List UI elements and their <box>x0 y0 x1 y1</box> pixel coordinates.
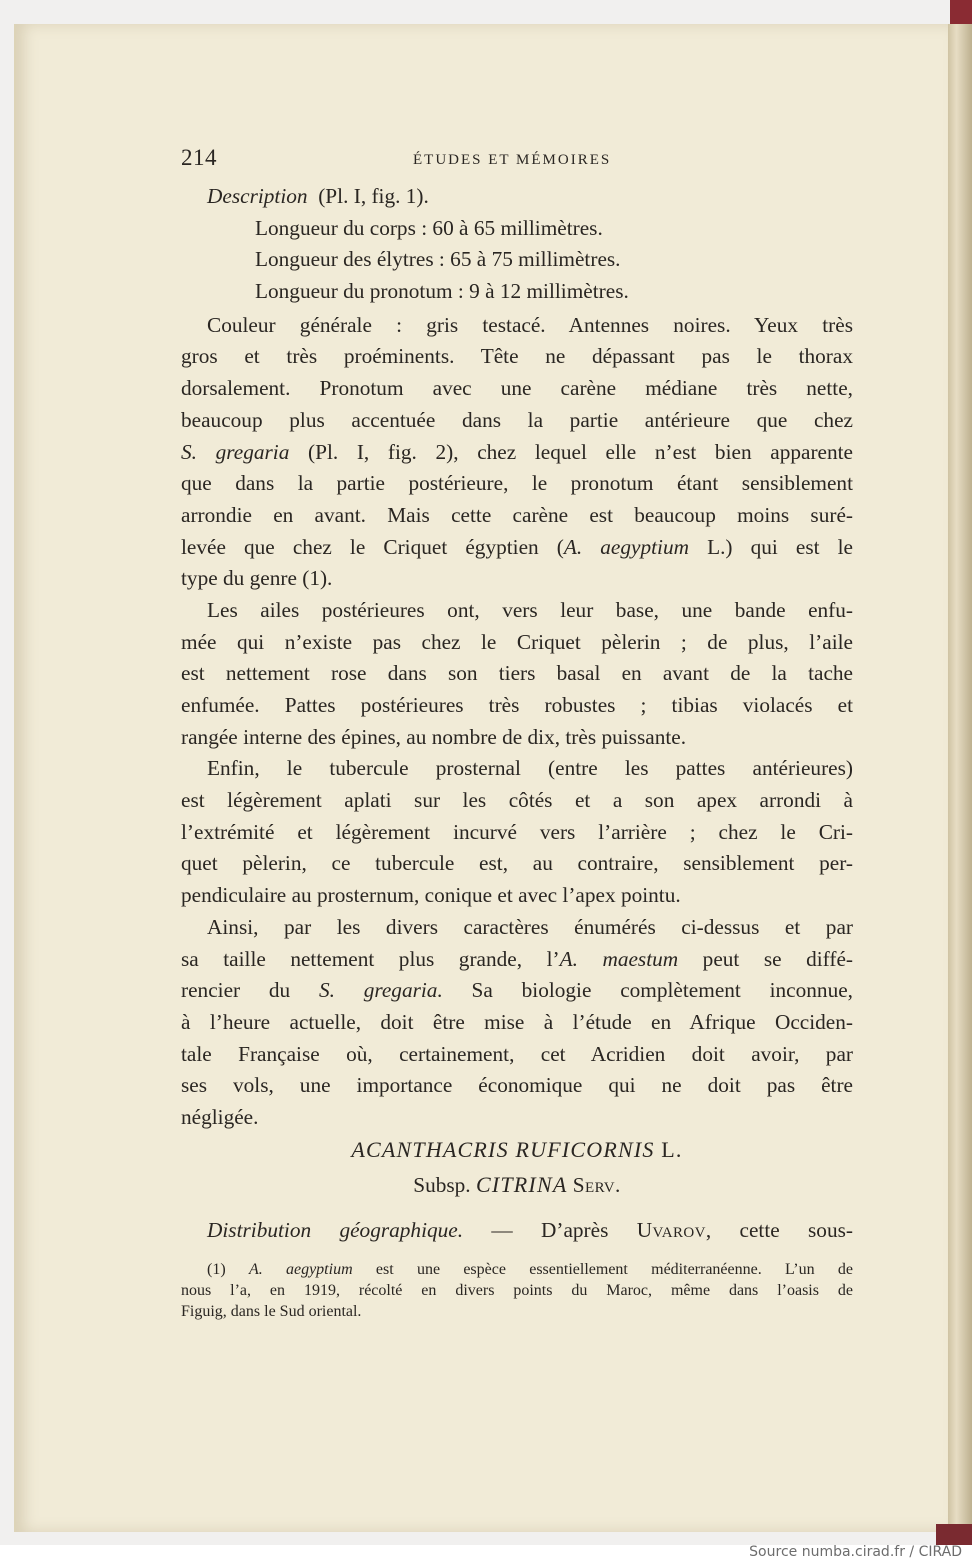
text-line: quet pèlerin, ce tubercule est, au contraire, sensiblement per- <box>181 851 853 876</box>
species-heading <box>181 1134 853 1166</box>
subspecies-label: Subsp. <box>413 1173 471 1198</box>
text-line: rangée interne des épines, au nombre de dix, très puissante. <box>181 724 687 749</box>
running-title: ÉTUDES ET MÉMOIRES <box>413 152 612 168</box>
text-line: Couleur générale : gris testacé. Antennes noires. Yeux très <box>207 312 853 337</box>
description-heading <box>181 181 853 213</box>
text-line: est nettement rose dans son tiers basal en avant de la tache <box>181 661 853 686</box>
text-fragment: , cette sous- <box>705 1218 853 1242</box>
species-italic: A. aegyptium <box>248 1260 353 1278</box>
species-italic: A. aegyptium <box>563 534 689 559</box>
distribution-author: Uvarov <box>636 1218 706 1242</box>
text-line: dorsalement. Pronotum avec une carène médiane très nette, <box>181 376 853 401</box>
text-fragment: rencier du <box>181 978 319 1003</box>
text-line: tale Française où, certainement, cet Acridien doit avoir, par <box>181 1041 853 1066</box>
text-fragment: — D’après <box>463 1218 637 1242</box>
description-ref: (Pl. I, fig. 1). <box>318 184 429 208</box>
text-line: négligée. <box>181 1104 259 1129</box>
text-line: mée qui n’existe pas chez le Criquet pèlerin ; de plus, l’aile <box>181 629 853 654</box>
paragraph-tubercle <box>181 753 853 911</box>
text-line <box>181 532 853 564</box>
species-author: L. <box>661 1136 683 1162</box>
subspecies-name: CITRINA <box>475 1172 568 1198</box>
footnote-line <box>181 1259 853 1280</box>
footnote-line: Figuig, dans le Sud oriental. <box>181 1302 362 1320</box>
text-line: ses vols, une importance économique qui ne doit pas être <box>181 1073 853 1098</box>
text-fragment: Sa biologie complètement inconnue, <box>442 978 853 1003</box>
text-line: arrondie en avant. Mais cette carène est beaucoup moins suré- <box>181 502 853 527</box>
text-fragment: (Pl. I, fig. 2), chez lequel elle n’est bien apparente <box>289 439 854 464</box>
text-line: type du genre (1). <box>181 566 333 591</box>
measurement-pronotum: Longueur du pronotum : 9 à 12 millimètres. <box>255 279 629 304</box>
page-number: 214 <box>181 145 217 170</box>
text-fragment: levée que chez le Criquet égyptien ( <box>181 534 564 559</box>
running-head <box>181 145 853 181</box>
paragraph-conclusion <box>181 912 853 1134</box>
species-italic: S. gregaria. <box>318 978 443 1003</box>
text-fragment: L.) qui est le <box>689 534 853 559</box>
text-line: que dans la partie postérieure, le pronotum étant sensiblement <box>181 471 853 496</box>
species-italic: S. gregaria <box>181 439 290 464</box>
book-binding-top <box>950 0 972 24</box>
distribution-line <box>181 1215 853 1247</box>
text-line: gros et très proéminents. Tête ne dépassant pas le thorax <box>181 344 853 369</box>
measurement-elytra: Longueur des élytres : 65 à 75 millimètres. <box>255 247 621 272</box>
text-line: est légèrement aplati sur les côtés et a son apex arrondi à <box>181 788 853 813</box>
text-line: pendiculaire au prosternum, conique et avec l’apex pointu. <box>181 883 681 908</box>
source-credit: Source numba.cirad.fr / CIRAD <box>749 1544 962 1560</box>
text-line: à l’heure actuelle, doit être mise à l’étude en Afrique Occiden- <box>181 1009 853 1034</box>
text-fragment: peut se diffé- <box>678 946 854 971</box>
page-stack-edge <box>948 24 972 1532</box>
text-line <box>181 975 853 1007</box>
paragraph-coloration <box>181 310 853 595</box>
text-line: enfumée. Pattes postérieures très robustes ; tibias violacés et <box>181 693 853 717</box>
description-label: Description <box>207 184 308 208</box>
text-line <box>181 437 853 469</box>
body-text <box>181 181 853 1247</box>
text-line: Ainsi, par les divers caractères énumérés ci-dessus et par <box>207 914 853 939</box>
paragraph-wings <box>181 595 853 753</box>
subspecies-heading <box>181 1169 853 1201</box>
subspecies-author: Serv. <box>572 1173 621 1198</box>
text-fragment: sa taille nettement plus grande, l’ <box>181 946 560 971</box>
text-line: beaucoup plus accentuée dans la partie antérieure que chez <box>181 407 853 432</box>
footnote-line: nous l’a, en 1919, récolté en divers points du Maroc, même dans l’oasis de <box>181 1281 853 1299</box>
book-binding-bottom <box>936 1524 972 1545</box>
text-line: l’extrémité et légèrement incurvé vers l’arrière ; chez le Cri- <box>181 819 853 844</box>
measurement-body: Longueur du corps : 60 à 65 millimètres. <box>255 215 603 240</box>
page-text <box>181 145 853 1322</box>
species-name: ACANTHACRIS RUFICORNIS <box>351 1136 655 1162</box>
distribution-label: Distribution géographique. <box>207 1218 464 1242</box>
text-fragment: est une espèce essentiellement méditerranéenne. L’un de <box>352 1260 854 1278</box>
footnote-marker: (1) <box>207 1260 249 1278</box>
footnote <box>181 1259 853 1322</box>
text-line <box>181 944 853 976</box>
species-italic: A. maestum <box>559 946 679 971</box>
text-line: Enfin, le tubercule prosternal (entre les pattes antérieures) <box>207 756 853 781</box>
text-line: Les ailes postérieures ont, vers leur base, une bande enfu- <box>207 597 853 622</box>
